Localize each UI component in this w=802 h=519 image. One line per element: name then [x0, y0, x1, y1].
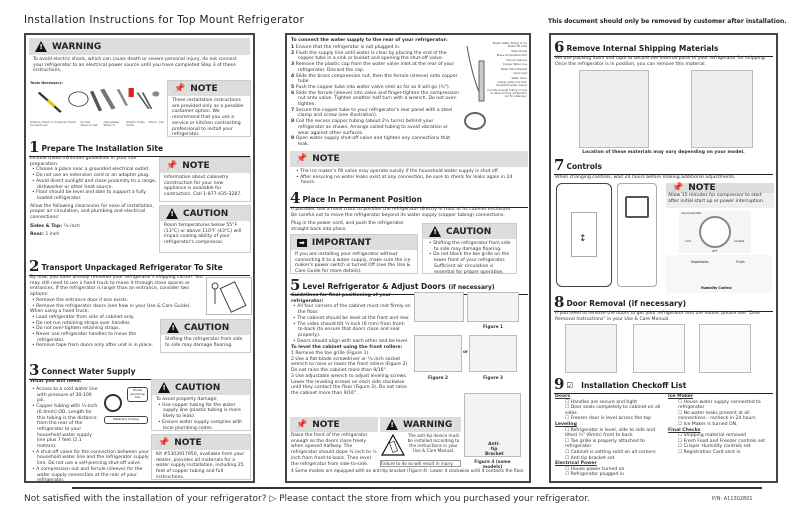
note-text: These installation instructions are provided only as a possible customer option. We recommend that you use a service or kitchen contracting professional to install your refrigerator.: [172, 98, 244, 138]
tools-label: Tools Necessary:: [30, 81, 63, 85]
connect-step: 3 Remove the plastic cap from the water valve inlet at the rear of your refrigerator. Discard the cap.: [291, 62, 455, 73]
warning-failure-text: Failure to do so will result in injury.: [380, 460, 461, 467]
tool-awl: Awl: [158, 120, 164, 124]
footer-message: Not satisfied with the installation of your refrigerator? ▷ Please contact the store from which you purchased your refrigerator.: [24, 494, 590, 504]
warning-text: The anti-tip device must be installed according to the instructions in your Use & Care Manual.: [407, 433, 460, 453]
section-9-heading: 9 ☑ Installation Checkoff List: [554, 375, 773, 394]
arrow-right-icon: ➡: [299, 238, 305, 247]
figure-1-caption: Figure 1: [482, 325, 504, 330]
connect-step: 8 Coil the excess copper tubing (about 2½ turns) behind your refrigerator as shown. Arrange coiled tubing to avoid vibration or wear against other surfaces.: [291, 119, 448, 136]
shipping-materials-diagram-1: [579, 70, 649, 148]
tools-illustration: [30, 86, 162, 120]
figure-3-image: [469, 335, 517, 372]
anti-tip-instruction: 4 Some models are equipped with an anti-tip bracket (Figure 4). Lower it clockwise until it contacts the floor.: [291, 469, 525, 474]
door-removal-figure-1: [565, 324, 617, 373]
check-item[interactable]: ☐ Refrigerator is level, side to side and tilted ¼" (6mm) front to back: [555, 428, 666, 439]
note-text: Information about cabinetry construction for your new appliance is available for contractors. Call 1-877-435-3287.: [164, 175, 242, 198]
temperature-dial: [679, 211, 751, 253]
need-label: What you will need:: [30, 379, 82, 384]
important-text: If you are installing your refrigerator without connecting it to a water supply, make sure the ice maker's power switch is turned Off (see the Use & Care Guide for more details).: [295, 252, 411, 275]
check-item[interactable]: ☐ House power turned on: [555, 467, 666, 473]
note-box: 📌 NOTE Kit #5303917950, available from your dealer, provides all materials for a water supply installation, including 25 feet of copper tubing and full instructions.: [151, 434, 251, 480]
waterline-illustration: [102, 393, 126, 413]
humidity-control[interactable]: [666, 255, 772, 293]
check-item[interactable]: ☐ Fresh Food and Freezer controls set: [668, 439, 776, 445]
door-removal-figure-2: [633, 324, 685, 373]
section-2-text: By now, you have already removed your refrigerator's shipping carton. You may still need to use a hand truck to move it through close spaces or entrances. If the refrigerator is larger than an entrance, consider two options: • Remove the entrance door if one exists. • Remove the refrigerator doors (see how in your Use & Care Guide). When using a hand truck: • Load refrigerator from side of cabinet only. • Do not run retaining straps over handles. • Do not over-tighten retaining straps. • Never use refrigerator handles to move the refrigerator. • Remove tape from doors only after unit is in place.: [30, 275, 204, 349]
pushpin-icon: 📌: [174, 83, 186, 94]
diagram-label: Copper Water Line: [502, 63, 527, 66]
figure-3-caption: Figure 3: [482, 376, 504, 381]
caution-box: ! CAUTION Room temperatures below 55°F (13°C) or above 110°F (43°C) will impair cooling ability of your refrigerator's compressor.: [159, 205, 251, 253]
slider-arrow-icon: ↕: [579, 234, 587, 244]
tool-screwdriver: Phillips Head or Quadrex Head Screwdriver: [30, 120, 76, 128]
dial-label-off: OFF: [712, 249, 718, 253]
caution-icon: [158, 382, 170, 393]
tool-putty-knife: Plastic Putty Knife: [126, 120, 145, 128]
caution-icon: [166, 208, 178, 219]
checkbox-icon: ☑: [566, 381, 574, 390]
warning-icon: [386, 419, 398, 430]
check-item[interactable]: ☐ Ice Maker is turned ON.: [668, 422, 776, 428]
connect-step: 7 Secure the copper tube to your refrigerator's rear panel with a steel clamp and screw (see illustration).: [291, 107, 453, 119]
check-item[interactable]: ☐ Handles are secure and tight: [555, 400, 666, 406]
figure-2-caption: Figure 2: [427, 376, 449, 381]
warning-icon: [35, 41, 47, 52]
caution-box: ! CAUTION • Shifting the refrigerator from side to side may damage flooring. • Do not block the toe grille on the lower front of your refrigerator. Sufficient air circulation is essential for proper operation.: [422, 223, 517, 274]
caution-text: Room temperatures below 55°F (13°C) or above 110°F (43°C) will impair cooling ability of your refrigerator's compressor.: [164, 223, 242, 246]
caution-box: ! CAUTION Shifting the refrigerator from side to side may damage flooring.: [160, 319, 251, 353]
section-4-heading: 4 Place In Permanent Position: [290, 189, 528, 208]
caution-text: Shifting the refrigerator from side to side may damage flooring.: [165, 337, 243, 348]
dial-label-recommended: recommended: [681, 211, 702, 215]
shipping-materials-diagram-2: [691, 70, 753, 148]
pushpin-icon: 📌: [672, 183, 684, 193]
section-4-text: If possible, use a hand truck to position the refrigerator directly in front of its cabinet enclosure. Be careful not to move the refrigerator beyond its water supply (copper tubing) connections.: [291, 207, 512, 218]
anti-tip-label: Anti-tip Bracket: [485, 442, 504, 457]
section-3-heading: 3 Connect Water Supply: [29, 361, 250, 380]
section-7-heading: 7 Controls: [554, 156, 773, 175]
section-5-heading: 5 Level Refrigerator & Adjust Doors (if necessary): [290, 276, 528, 295]
note-box: 📌 NOTE Allow 15 minutes for compressor to start after initial start up or power interruption.: [666, 183, 774, 208]
note-box: 📌 NOTE Information about cabinetry construction for your new appliance is available for contractors. Call 1-877-435-3287.: [159, 157, 251, 202]
checklist-left: Doors ☐ Handles are secure and tight ☐ Door seals completely to cabinet on all sides ☐ Freezer door is level across the top Leveling ☐ Refrigerator is level, side to side and tilted ¼" (6mm) front to back ☐ Toe grille is properly attached to refrigerator ☐ Cabinet is setting solid on all corners ☐ Anti tip bracket set Electrical Power ☐ House power turned on ☐ Refrigerator plugged in: [555, 394, 666, 478]
connect-heading: To connect the water supply to the rear of your refrigerator:: [291, 38, 448, 43]
check-item[interactable]: ☐ No water leaks present at all connections - recheck in 24 hours: [668, 411, 776, 422]
warning-box: [29, 38, 250, 76]
diagram-label: (Include enough tubing in loop to allow moving refrigerator out for cleaning.): [487, 88, 527, 98]
check-item[interactable]: ☐ Crisper Humidity controls set: [668, 444, 776, 450]
figure-1-image-b: [467, 292, 519, 322]
check-item[interactable]: ☐ Cabinet is setting solid on all corners: [555, 450, 666, 456]
connect-step: 6 Slide the ferrule (sleeve) into valve and finger-tighten the compression nut onto valve. Tighten another half turn with a wrench. Do not over-tighten.: [291, 90, 459, 108]
caution-icon: [429, 226, 441, 237]
connect-steps-list: [291, 45, 459, 148]
page-title: Installation Instructions for Top Mount Refrigerator: [24, 14, 305, 26]
disclaimer: This document should only be removed by customer after installation.: [548, 18, 787, 25]
section-8-text: If you need to remove the doors to get your refrigerator into the house, please see "Door Removal Instructions" in your Use & Care Manual.: [555, 311, 761, 322]
warning-text: To avoid electric shock, which can cause death or severe personal injury, do not connect your refrigerator to an electrical power source until you have completed Step 3 of these instructions.: [33, 57, 237, 74]
figure-1-image: [414, 292, 464, 322]
dial-label-coldest: coldest: [734, 239, 745, 243]
note-box: 📌 NOTE Raise the front of the refrigerator enough so the doors close freely when opened halfway. The refrigerator should slope ¼ inch to ½ inch from front-to-back. Then level the refrigerator from side-to-side.: [290, 417, 378, 467]
important-box: ➡ IMPORTANT If you are installing your refrigerator without connecting it to a water supply, make sure the ice maker's power switch is turned Off (see the Use & Care Guide for more details).: [290, 234, 418, 274]
note-text: Allow 15 minutes for compressor to start after initial start up or power interruption.: [668, 193, 765, 204]
door-removal-figure-3: [699, 324, 751, 373]
pushpin-icon: 📌: [296, 154, 308, 164]
caution-box: ! CAUTION To avoid property damage: • Use copper tubing for the water supply line (plastic tubing is more likely to leak). • Ensure water supply complies with local plumbing codes.: [151, 379, 251, 431]
water-connection-diagram: [463, 41, 527, 145]
section-4-text3: Plug in the power cord, and push the refrigerator straight back into place.: [291, 221, 404, 232]
section-7-text: When changing controls, wait 24 hours before making additional adjustments.: [555, 175, 736, 180]
check-item[interactable]: ☐ Door seals completely to cabinet on all sides: [555, 405, 666, 416]
section-6-text: We use packing foam and tape to secure the internal parts of your refrigerator for shipping. Once the refrigerator is in position, you can remove this material.: [555, 56, 767, 67]
section-6-heading: 6 Remove Internal Shipping Materials: [554, 38, 773, 57]
waterline-hookup-label: Waterline hookup: [104, 416, 148, 424]
note-box: [167, 80, 251, 137]
tool-wrench: Adjustable Wrench: [103, 120, 120, 128]
hand-truck-illustration: [206, 277, 252, 315]
section-3-list: • Access to a cold water line with pressure of 30-100 psi. • Copper tubing with ¼-inch (6.4mm) OD. Length for this tubing is the distance from the rear of the refrigerator to your household water supply line plus 7 feet (2.1 meters). • A shut-off valve for the connection between your household water line and the refrigerator supply line. Do not use a self-piercing shut-off valve. • A compression nut and ferrule (sleeve) for the water supply connection at the rear of your refrigerator.: [30, 387, 150, 484]
humidity-label: Humidity Control: [701, 286, 732, 290]
note-text: Raise the front of the refrigerator enough so the doors close freely when opened halfway. The refrigerator should slope ¼ inch to ½ inch from front-to-back. Then level the refrigerator from side-to-side.: [291, 433, 377, 467]
shipping-caption: Location of these materials may vary depending on your model.: [582, 150, 745, 155]
figure-2-image: [414, 335, 462, 372]
check-item[interactable]: ☐ Shipping material removed: [668, 433, 776, 439]
tool-socket: Socket Wrench Set: [80, 120, 98, 128]
caution-icon: [167, 322, 179, 333]
freezer-control-panel: [556, 183, 612, 287]
connect-step: 5 Push the copper tube into water valve inlet as far as it will go (¼").: [291, 84, 451, 90]
connect-step: 9 Open water supply shut-off valve and tighten any connections that leak.: [291, 136, 451, 147]
figure-4-caption: Figure 4 (some models): [474, 460, 511, 470]
warning-title: WARNING: [52, 41, 102, 52]
note-title: NOTE: [190, 83, 218, 94]
dial-label-cold: cold: [685, 239, 691, 243]
section-2-heading: 2 Transport Unpackaged Refrigerator To Site: [29, 257, 250, 276]
note-text: Kit #5303917950, available from your dealer, provides all materials for a water supply installation, including 25 feet of copper tubing and full instructions.: [156, 452, 245, 480]
part-number: P/N: A11302801: [712, 496, 753, 502]
section-8-heading: 8 Door Removal (if necessary): [554, 293, 773, 312]
column-2: [285, 33, 531, 483]
section-1-heading: 1 Prepare The Installation Site: [29, 138, 250, 157]
diagram-label: Water Valve Bracket: [500, 67, 527, 71]
diagram-label: Ferrule (Sleeve): [506, 58, 527, 62]
vegetables-label: Vegetables: [691, 260, 709, 264]
tip-over-icon: [381, 434, 405, 456]
diagram-label: Water Valve: [511, 76, 527, 80]
diagram-label: Valve Inlet: [513, 72, 527, 75]
connect-step: 1 Ensure that the refrigerator is not plugged in.: [291, 45, 401, 50]
check-item[interactable]: ☐ Refrigerator plugged in: [555, 472, 666, 478]
connect-step: 2 Flush the supply line until water is clear by placing the end of the copper tube in a sink or bucket and opening the shut-off valve.: [291, 50, 447, 62]
warning-box: ! WARNING The anti-tip device must be installed according to the instructions in your Use & Care Manual. Failure to do so will result in injury.: [380, 417, 461, 467]
check-item[interactable]: ☐ Registration Card sent in: [668, 450, 776, 456]
note-box: 📌 NOTE • The ice maker's fill valve may operate noisily if the household water supply is shut off. • After ensuring no water leaks exist at any connection, be sure to check for leaks again in 24 hours.: [290, 151, 528, 187]
diagram-label: Copper water line from household water supply: [495, 81, 527, 87]
or-label: or: [462, 350, 469, 355]
fresh-food-control-panel: [617, 183, 657, 287]
check-item[interactable]: ☐ House water supply connected to refrigerator: [668, 400, 776, 411]
figure-4-image: [464, 393, 521, 457]
section-1-text: Include these minimum guidelines in your site preparation: • Choose a place near a grounded electrical outlet. • Do not use an extension cord or an adapter plug. • Avoid direct sunlight and close proximity to a range, dishwasher or other heat source. • Floor should be level and able to support a fully loaded refrigerator. Allow the following clearances for ease of installation, proper air circulation, and plumbing and electrical connections: Sides & Top: ¹/₈ inch Rear: 1 inch: [30, 156, 158, 238]
check-item[interactable]: ☐ Anti tip bracket set: [555, 456, 666, 462]
diagram-label: Steel Clamp: [511, 49, 527, 53]
column-1: [24, 33, 255, 483]
pushpin-icon: 📌: [296, 419, 308, 430]
section-2-list: • Remove the entrance door if one exists. • Remove the refrigerator doors (see how in your Use & Care Guide).: [30, 298, 204, 309]
checklist-right: Ice Maker ☐ House water supply connected to refrigerator ☐ No water leaks present at all connections - recheck in 24 hours ☐ Ice Maker is turned ON. Final Checks ☐ Shipping material removed ☐ Fresh Food and Freezer controls set ☐ Crisper Humidity controls set ☐ Registration Card sent in: [668, 394, 776, 456]
pushpin-icon: 📌: [166, 160, 178, 171]
section-2-intro: By now, you have already removed your refrigerator's shipping carton. You may still need to use a hand truck to move it through close spaces or entrances. If the refrigerator is larger than an entrance, consider two options:: [30, 275, 203, 298]
house-plumbing-label: House plumbing line: [127, 387, 148, 402]
section-5-guidelines: Guidelines for final positioning of your refrigerator: • All four corners of the cabinet must rest firmly on the floor. • The cabinet should be level at the front and rear. • The sides should tilt ¼-inch (6 mm) from front-to-back (to ensure that doors close and seal properly). • Doors should align with each other and be level. To level the cabinet using the front rollers: 1 Remove the toe grille (Figure 1). 2 Use a flat-blade screwdriver or ³/₈ inch socket wrench to raise or lower the front rollers (Figure 2). Do not raise the cabinet more than 9/16". 3 Use adjustable wrench to adjust leveling screws. Lower the leveling screws on each side clockwise until they contact the floor (Figure 3). Do not raise the cabinet more than 9/16".: [291, 293, 411, 397]
tool-pliers: Pliers: [148, 120, 157, 124]
column-3: [549, 33, 778, 483]
footer-divider: [72, 487, 762, 489]
connect-step: 4 Slide the brass compression nut, then the ferrule (sleeve) onto copper tube.: [291, 73, 458, 85]
fruits-label: Fruits: [736, 260, 745, 264]
diagram-label: Brass Compression Nut: [496, 54, 527, 57]
check-item[interactable]: ☐ Toe grille is properly attached to refrigerator: [555, 439, 666, 450]
pushpin-icon: 📌: [158, 437, 170, 448]
diagram-label: Plastic Water Tubing to Ice Maker Fill Tube: [492, 42, 527, 48]
check-item[interactable]: ☐ Freezer door is level across the top: [555, 416, 666, 422]
